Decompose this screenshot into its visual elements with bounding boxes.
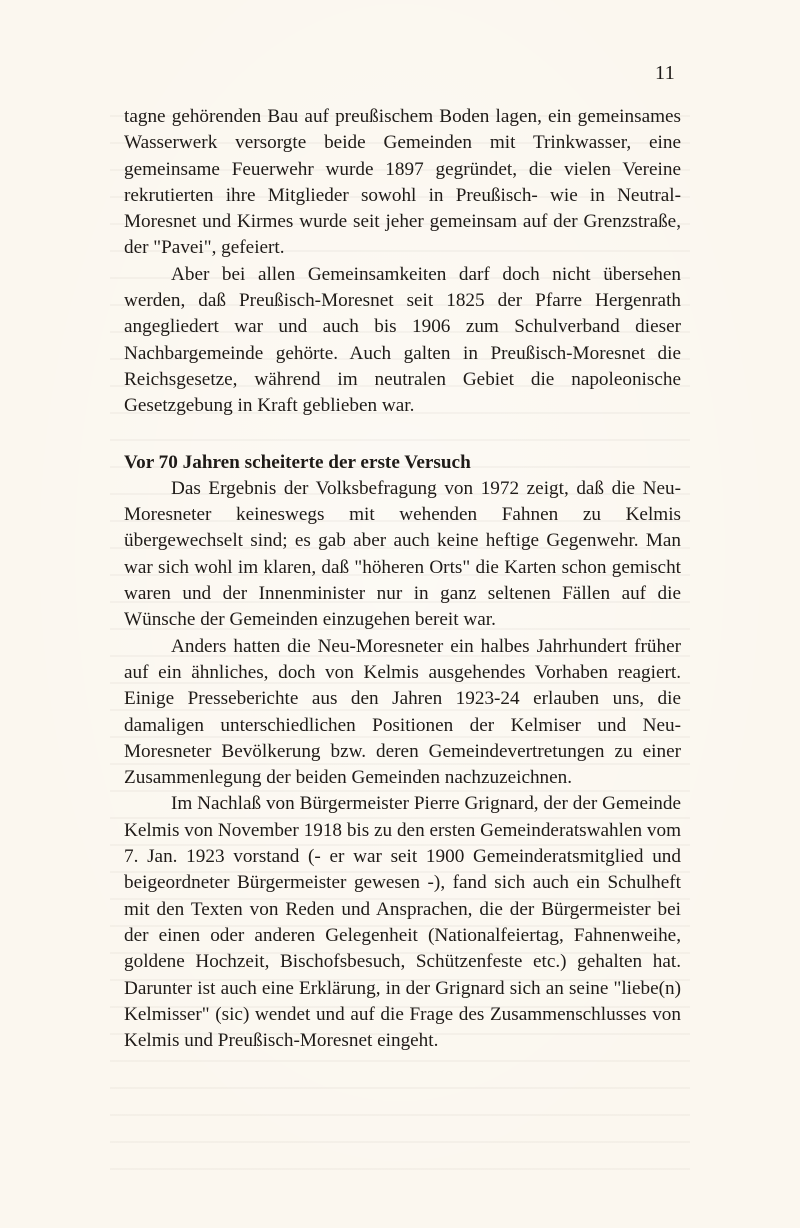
paragraph: Im Nachlaß von Bürgermeister Pierre Grignard, der der Gemeinde Kelmis von November 1918 bis zu den ersten Gemeinderatswahlen vom 7. Jan. 1923 vorstand (- er war seit 1900 Gemeinderatsmitglied und beigeordneter Bürgermeister gewesen -), fand sich auch ein Schulheft mit den Texten von Reden und Ansprachen, die der Bürgermeister bei der einen oder anderen Gelegenheit (Nationalfeiertag, Fahnenweihe, goldene Hochzeit, Bischofsbesuch, Schützenfeste etc.) gehalten hat. Darunter ist auch eine Erklärung, in der Grignard sich an seine "liebe(n) Kelmisser" (sic) wendet und auf die Frage des Zusammenschlusses von Kelmis und Preußisch-Moresnet eingeht. (124, 793, 681, 1052)
section-heading: Vor 70 Jahren scheiterte der erste Versuch (124, 451, 471, 473)
body-text (124, 104, 681, 1054)
paragraph-continuation: tagne gehörenden Bau auf preußischem Boden lagen, ein gemeinsames Wasserwerk versorgte beide Gemeinden mit Trinkwasser, eine gemeinsame Feuerwehr wurde 1897 gegründet, die vielen Vereine rekrutierten ihre Mitglieder sowohl in Preußisch- wie in Neutral-Moresnet und Kirmes wurde seit jeher gemeinsam auf der Grenzstraße, der "Pavei", gefeiert. (124, 106, 681, 259)
paragraph: Anders hatten die Neu-Moresneter ein halbes Jahrhundert früher auf ein ähnliches, doch von Kelmis ausgehendes Vorhaben reagiert. Einige Presseberichte aus den Jahren 1923-24 erlauben uns, die damaligen unterschiedlichen Positionen der Kelmiser und Neu-Moresneter Bevölkerung bzw. deren Gemeindevertretungen zu einer Zusammenlegung der beiden Gemeinden nachzuzeichnen. (124, 635, 681, 789)
paragraph: Aber bei allen Gemeinsamkeiten darf doch nicht übersehen werden, daß Preußisch-Moresnet seit 1825 der Pfarre Hergenrath angegliedert war und auch bis 1906 zum Schulverband dieser Nachbargemeinde gehörte. Auch galten in Preußisch-Moresnet die Reichsgesetze, während im neutralen Gebiet die napoleonische Gesetzgebung in Kraft geblieben war. (124, 263, 681, 417)
paragraph: Das Ergebnis der Volksbefragung von 1972 zeigt, daß die Neu-Moresneter keineswegs mit wehenden Fahnen zu Kelmis übergewechselt sind; es gab aber auch keine heftige Gegenwehr. Man war sich wohl im klaren, daß "höheren Orts" die Karten schon gemischt waren und der Innenminister nur in ganz seltenen Fällen auf die Wünsche der Gemeinden einzugehen bereit war. (124, 477, 681, 631)
page-number: 11 (655, 62, 676, 84)
